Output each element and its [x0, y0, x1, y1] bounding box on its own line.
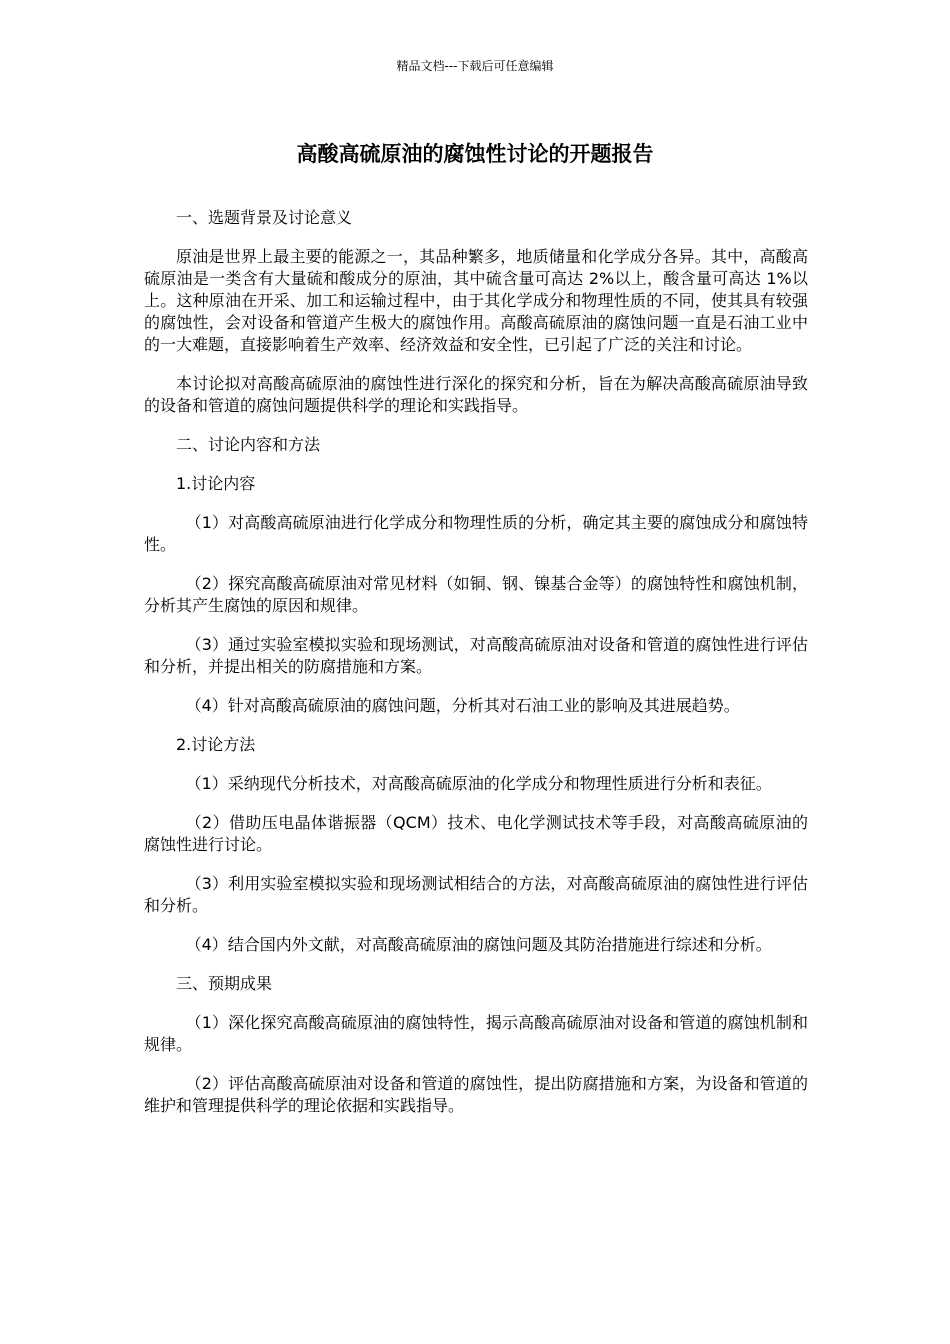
content-item-2: （2）探究高酸高硫原油对常见材料（如铜、钢、镍基合金等）的腐蚀特性和腐蚀机制，分析其产生腐蚀的原因和规律。 — [144, 574, 808, 615]
method-item-2: （2）借助压电晶体谐振器（QCM）技术、电化学测试技术等手段，对高酸高硫原油的腐蚀性进行讨论。 — [144, 813, 808, 854]
document-body — [144, 207, 808, 1134]
subheading-methods: 2.讨论方法 — [176, 735, 256, 754]
paragraph-background: 原油是世界上最主要的能源之一，其品种繁多，地质储量和化学成分各异。其中，高酸高硫原油是一类含有大量硫和酸成分的原油，其中硫含量可高达 2%以上，酸含量可高达 1%以上。这种原油在开采、加工和运输过程中，由于其化学成分和物理性质的不同，使其具有较强的腐蚀性，会对设备和管道产生极大的腐蚀作用。高酸高硫原油的腐蚀问题一直是石油工业中的一大难题，直接影响着生产效率、经济效益和安全性，已引起了广泛的关注和讨论。 — [144, 247, 808, 354]
method-item-3: （3）利用实验室模拟实验和现场测试相结合的方法，对高酸高硫原油的腐蚀性进行评估和分析。 — [144, 874, 808, 915]
section-heading-expected-results: 三、预期成果 — [176, 974, 273, 993]
content-item-4: （4）针对高酸高硫原油的腐蚀问题，分析其对石油工业的影响及其进展趋势。 — [185, 696, 740, 715]
page-header: 精品文档---下载后可任意编辑 — [396, 59, 554, 73]
content-item-1: （1）对高酸高硫原油进行化学成分和物理性质的分析，确定其主要的腐蚀成分和腐蚀特性。 — [144, 513, 808, 554]
document-title: 高酸高硫原油的腐蚀性讨论的开题报告 — [296, 142, 654, 166]
content-item-3: （3）通过实验室模拟实验和现场测试，对高酸高硫原油对设备和管道的腐蚀性进行评估和分析，并提出相关的防腐措施和方案。 — [144, 635, 808, 676]
result-item-1: （1）深化探究高酸高硫原油的腐蚀特性，揭示高酸高硫原油对设备和管道的腐蚀机制和规律。 — [144, 1013, 808, 1054]
result-item-2: （2）评估高酸高硫原油对设备和管道的腐蚀性，提出防腐措施和方案，为设备和管道的维护和管理提供科学的理论依据和实践指导。 — [144, 1074, 808, 1115]
subheading-content: 1.讨论内容 — [176, 474, 256, 493]
method-item-4: （4）结合国内外文献，对高酸高硫原油的腐蚀问题及其防治措施进行综述和分析。 — [185, 935, 772, 954]
section-heading-content-methods: 二、讨论内容和方法 — [176, 435, 321, 454]
paragraph-purpose: 本讨论拟对高酸高硫原油的腐蚀性进行深化的探究和分析，旨在为解决高酸高硫原油导致的设备和管道的腐蚀问题提供科学的理论和实践指导。 — [144, 374, 808, 415]
section-heading-background: 一、选题背景及讨论意义 — [176, 208, 353, 227]
method-item-1: （1）采纳现代分析技术，对高酸高硫原油的化学成分和物理性质进行分析和表征。 — [185, 774, 772, 793]
